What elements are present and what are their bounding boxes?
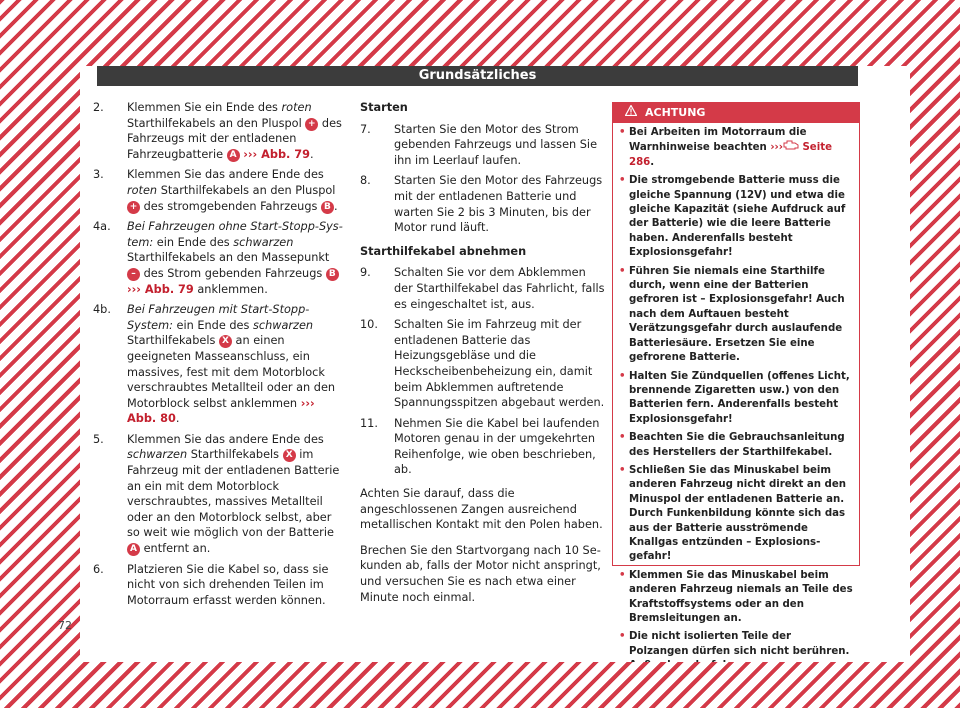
bullet-icon: •	[619, 127, 626, 138]
warning-list	[613, 123, 859, 674]
callout-badge: B	[326, 268, 339, 281]
list-item	[360, 317, 605, 411]
cross-reference-link[interactable]: Seite 286	[629, 142, 832, 168]
callout-badge: +	[305, 118, 318, 131]
list-item	[360, 173, 605, 235]
list-item	[360, 122, 605, 169]
steps-abnehmen	[360, 265, 605, 478]
text-run: anklemmen.	[193, 282, 268, 296]
text-run: Starthilfekabels	[187, 448, 283, 462]
italic-text: schwarzen	[252, 318, 314, 332]
text-run: Die stromgebende Batterie muss die gleiche Spannung (12V) und etwa die gleiche Kapazität (siehe Aufdruck auf der Batterie) wie die leere Batterie haben. Anderenfalls besteht Explosionsgefahr!	[629, 175, 846, 259]
left-column	[93, 100, 343, 613]
warning-triangle-icon	[625, 103, 637, 123]
callout-badge: X	[283, 449, 296, 462]
callout-badge: B	[321, 201, 334, 214]
warning-item	[619, 126, 853, 170]
italic-text: roten	[281, 101, 312, 114]
text-run: .	[333, 199, 338, 213]
list-item	[93, 432, 343, 557]
list-item	[93, 219, 343, 297]
text-run: ein Ende des	[153, 235, 234, 249]
text-run: Halten Sie Zündquellen (offenes Licht, brennende Zigaretten usw.) von den Batterien fern. Anderenfalls besteht Explosionsgefahr!	[629, 370, 850, 425]
engine-warning-icon	[783, 142, 799, 153]
text-run: im Fahrzeug mit der entladenen Batterie an ein mit dem Motorblock verschraubtes, massives Metallteil oder an den Motorblock selbst, aber so weit wie möglich von der Batterie	[127, 448, 340, 540]
italic-text: Bei Fahrzeugen mit Start-Stopp-System:	[127, 303, 310, 332]
paragraph-contact: Achten Sie darauf, dass die angeschlossenen Zangen ausreichend metallischen Kontakt mit den Polen haben.	[360, 487, 603, 532]
step-number: 10.	[360, 318, 378, 332]
warning-item	[619, 464, 853, 565]
step-number: 8.	[360, 174, 371, 188]
warning-title: ACHTUNG	[645, 106, 706, 119]
step-number: 9.	[360, 266, 371, 280]
text-run: entfernt an.	[140, 542, 211, 556]
bullet-icon: •	[619, 175, 626, 187]
warning-text	[629, 431, 853, 460]
italic-text: schwarzen	[127, 448, 188, 462]
text-run: Klemmen Sie ein Ende des	[127, 101, 282, 114]
warning-box	[612, 102, 860, 657]
warning-text	[629, 370, 853, 428]
page-header: Grundsätzliches	[97, 66, 858, 86]
text-run: des stromgebenden Fahrzeugs	[140, 199, 321, 213]
italic-text: Bei Fahrzeugen ohne Start-Stopp-System:	[127, 220, 343, 249]
list-item	[93, 302, 343, 427]
warning-text	[629, 126, 853, 170]
step-text	[127, 432, 343, 557]
text-run: Bei Arbeiten im Motorraum die Warnhinweise beachten	[629, 127, 807, 154]
warning-text	[629, 174, 853, 260]
text-run: Schließen Sie das Minuskabel beim anderen Fahrzeug nicht direkt an den Minuspol der entladenen Batterie an. Durch Funkenbildung könnte sich das aus der Batterie ausströmende Knallgas entzünden – Explosionsgefahr!	[629, 464, 846, 563]
text-run: .	[175, 412, 180, 426]
page-number: 72	[58, 619, 72, 632]
warning-header	[613, 103, 859, 123]
cross-reference-link[interactable]: ››› Abb. 79	[127, 282, 194, 296]
step-text: Schalten Sie im Fahrzeug mit der entladenen Batterie das Heizungsgebläse und die Heckscheibenbeheizung ein, damit beim Abklemmen auftretende Spannungsspitzen abgebaut werden.	[394, 318, 605, 410]
step-number: 6.	[93, 562, 104, 576]
text-run: Klemmen Sie das Minuskabel beim anderen Fahrzeug niemals an Teile des Kraftstoffsystems oder an den Bremsleitungen an.	[629, 569, 853, 624]
cross-reference-link[interactable]: ››› Abb. 79	[243, 147, 310, 161]
step-number: 4b.	[93, 303, 111, 317]
text-run: .	[650, 156, 655, 168]
step-number: 11.	[360, 416, 378, 430]
text-run: an einen geeigneten Masseanschluss, ein massives, fest mit dem Motorblock verschraubtes Metallteil oder an den Motorblock selbst anklemmen	[127, 334, 336, 410]
bullet-icon: •	[619, 370, 626, 382]
warning-text	[629, 569, 853, 627]
step-number: 5.	[93, 432, 104, 446]
text-run: Starthilfekabels	[127, 334, 219, 348]
step-text	[127, 302, 343, 427]
warning-item	[619, 431, 853, 460]
step-text	[127, 219, 343, 297]
warning-item	[619, 174, 853, 260]
callout-badge: +	[127, 201, 140, 214]
text-run: Starthilfekabels an den Massepunkt	[127, 251, 330, 265]
text-run: Klemmen Sie das andere Ende des	[127, 432, 324, 446]
list-item	[93, 167, 343, 214]
text-run: Klemmen Sie das andere Ende des	[127, 168, 324, 182]
bullet-icon: •	[619, 432, 626, 444]
warning-item	[619, 265, 853, 366]
steps-starten	[360, 122, 605, 236]
text-run: Führen Sie niemals eine Starthilfe durch, wenn eine der Batterien gefroren ist – Explosionsgefahr! Auch nach dem Auftauen besteht Verätzungsgefahr durch auslaufende Batteriesäure. Ersetzen Sie eine gefrorene Batterie.	[629, 265, 845, 364]
text-run: Platzieren Sie die Kabel so, dass sie nicht von sich drehenden Teilen im Motorraum erfasst werden können.	[127, 562, 329, 607]
italic-text: roten	[127, 183, 158, 197]
section-heading-starten: Starten	[360, 101, 408, 114]
step-number: 4a.	[93, 220, 111, 234]
callout-badge: A	[227, 149, 240, 162]
list-item	[93, 100, 343, 162]
text-run: .	[310, 147, 314, 161]
text-run: Starthilfekabels an den Pluspol	[157, 183, 336, 197]
bullet-icon: •	[619, 631, 626, 643]
list-item	[360, 416, 605, 478]
warning-text	[629, 464, 853, 565]
bullet-icon: •	[619, 569, 626, 581]
list-item	[360, 265, 605, 312]
decorative-stripe-bottom	[0, 662, 960, 708]
cross-reference-link[interactable]: ›››	[770, 142, 783, 154]
text-run: Die nicht isolierten Teile der Polzangen dürfen sich nicht berühren.	[629, 631, 850, 657]
text-run: Beachten Sie die Gebrauchsanleitung des Herstellers der Starthilfekabel.	[629, 432, 845, 458]
text-run: des Fahrzeugs mit der entladenen Fahrzeugbatterie	[127, 116, 342, 161]
cross-reference-link[interactable]: ››› Abb. 80	[127, 396, 315, 426]
step-text	[127, 167, 343, 214]
section-heading-abnehmen: Starthilfekabel abnehmen	[360, 244, 527, 258]
step-text: Nehmen Sie die Kabel bei laufenden Motoren genau in der umgekehrten Reihenfolge, wie oben beschrieben, ab.	[394, 416, 600, 477]
warning-item	[619, 370, 853, 428]
step-text	[127, 562, 343, 609]
text-run: ein Ende des	[172, 318, 253, 332]
list-item	[93, 562, 343, 609]
bullet-icon: •	[619, 265, 626, 277]
step-text: Starten Sie den Motor des Fahrzeugs mit der entladenen Batterie und warten Sie 2 bis 3 Minuten, bis der Motor rund läuft.	[394, 174, 603, 235]
callout-badge: X	[219, 335, 232, 348]
step-number: 3.	[93, 168, 104, 182]
bullet-icon: •	[619, 464, 626, 476]
step-text: Starten Sie den Motor des Strom gebenden Fahrzeugs und lassen Sie ihn im Leerlauf laufen.	[394, 122, 598, 167]
callout-badge: A	[127, 543, 140, 556]
warning-text	[629, 265, 853, 366]
step-text	[127, 100, 343, 162]
text-run: Starthilfekabels an den Pluspol	[127, 116, 306, 130]
callout-badge: –	[127, 268, 140, 281]
step-number: 7.	[360, 122, 371, 136]
text-run: des Strom gebenden Fahrzeugs	[140, 266, 326, 280]
middle-column	[360, 100, 605, 615]
step-number: 2.	[93, 101, 104, 114]
italic-text: schwarzen	[233, 235, 294, 249]
step-text: Schalten Sie vor dem Abklemmen der Starthilfekabel das Fahrlicht, falls es eingeschaltet ist, aus.	[394, 266, 605, 311]
paragraph-abort: Brechen Sie den Startvorgang nach 10 Sekunden ab, falls der Motor nicht anspringt, und versuchen Sie es nach etwa einer Minute noch einmal.	[360, 543, 601, 604]
warning-item	[619, 569, 853, 627]
